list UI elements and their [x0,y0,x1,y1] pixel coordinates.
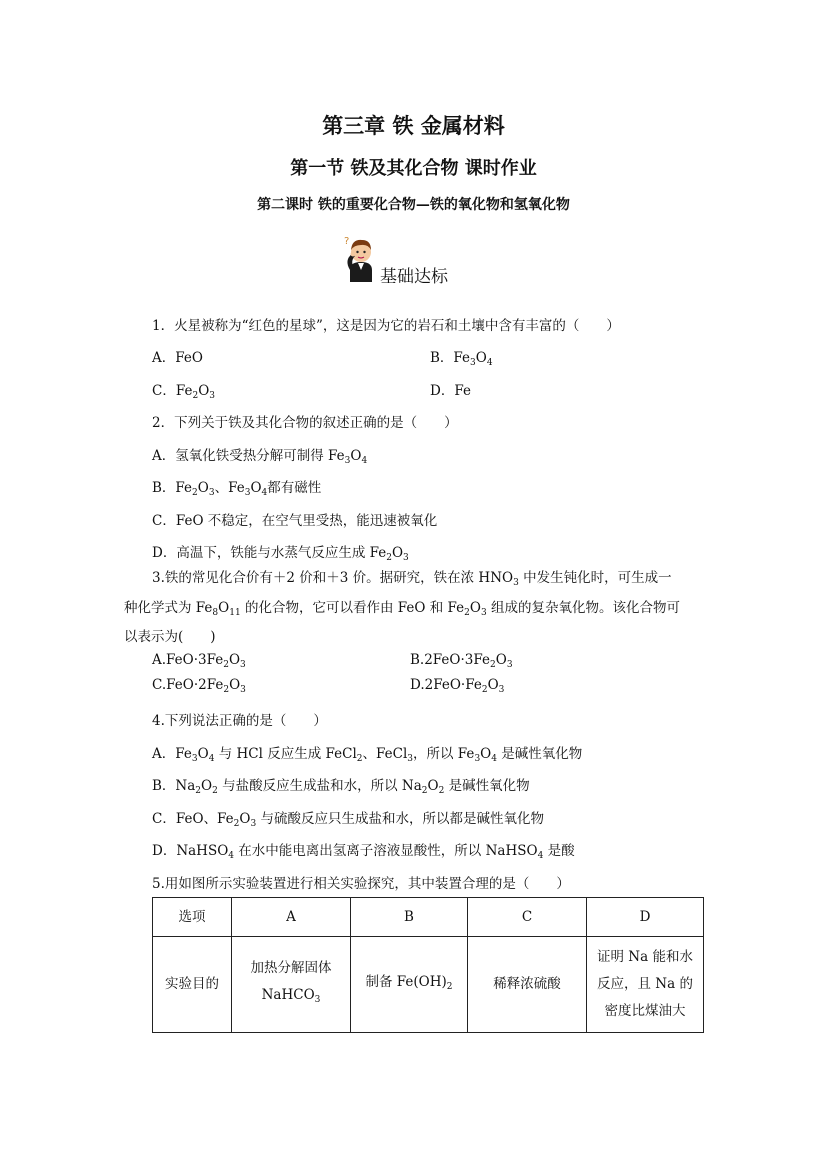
q1-stem: 1．火星被称为“红色的星球”，这是因为它的岩石和土壤中含有丰富的（ ） [152,318,620,334]
q2-option-b: B．$Fe_2O_3$、$Fe_3O_4$都有磁性 [152,480,322,498]
table-row-label: 实验目的 [153,937,232,1033]
q1-option-d: D．Fe [430,383,471,399]
q4-option-d: D．NaHSO$_4$ 在水中能电离出氢离子溶液显酸性，所以 NaHSO$_4$ 是酸 [152,843,575,861]
table-header-cell: C [468,898,587,937]
q1-option-b: B．$Fe_3O_4$ [430,350,493,368]
section-badge-label: 基础达标 [380,267,448,287]
table-header-cell: 选项 [153,898,232,937]
table-header-cell: D [587,898,704,937]
q3-option-d: $D.2FeO\cdot Fe_2O_3$ [410,677,505,695]
table-cell-c: 稀释浓硫酸 [468,937,587,1033]
q3-option-a: $A.FeO\cdot 3Fe_2O_3$ [152,652,246,670]
q1-option-c: C．$Fe_2O_3$ [152,383,215,401]
q4-option-a: A．$Fe_3O_4$ 与 HCl 反应生成 FeCl$_2$、FeCl$_3$，所以 $Fe_3O_4$ 是碱性氧化物 [152,746,583,764]
svg-text:?: ? [344,236,350,247]
lesson-title: 第二课时 铁的重要化合物—铁的氧化物和氢氧化物 [257,197,570,213]
table-cell-b: 制备 $Fe(OH)_2$ [351,937,468,1033]
q2-option-c: C．FeO 不稳定，在空气里受热，能迅速被氧化 [152,513,438,529]
table-cell-a: 加热分解固体 NaHCO$_3$ [232,937,351,1033]
table-header-cell: A [232,898,351,937]
q4-option-c: C．FeO、$Fe_2O_3$ 与硫酸反应只生成盐和水，所以都是碱性氧化物 [152,811,544,829]
table-cell-d: 证明 Na 能和水 反应，且 Na 的 密度比煤油大 [587,937,704,1033]
q3-option-c: $C.FeO\cdot 2Fe_2O_3$ [152,677,246,695]
table-header-row [153,898,704,937]
q2-stem: 2．下列关于铁及其化合物的叙述正确的是（ ） [152,415,458,431]
q5-stem: 5.用如图所示实验装置进行相关实验探究，其中装置合理的是（ ） [152,876,570,892]
q4-stem: 4.下列说法正确的是（ ） [152,713,327,729]
table-row [153,937,704,1033]
q1-option-a: A．FeO [152,350,203,366]
q2-option-a: A．氢氧化铁受热分解可制得 $Fe_3O_4$ [152,448,368,466]
q2-option-d: D．高温下，铁能与水蒸气反应生成 $Fe_2O_3$ [152,545,409,563]
table-header-cell: B [351,898,468,937]
thinking-student-icon [342,234,380,286]
section-title: 第一节 铁及其化合物 课时作业 [290,158,537,179]
experiment-table [152,897,704,1033]
q3-stem-line-1: 3.铁的常见化合价有＋2 价和＋3 价。据研究，铁在浓 $HNO_3$ 中发生钝化时，可生成一 [152,570,672,588]
q3-stem-line-2: 种化学式为 $Fe_8O_{11}$ 的化合物，它可以看作由 FeO 和 $Fe_2O_3$ 组成的复杂氧化物。该化合物可 [124,600,680,618]
q3-option-b: $B.2FeO\cdot 3Fe_2O_3$ [410,652,513,670]
chapter-title: 第三章 铁 金属材料 [322,113,505,138]
q4-option-b: B．$Na_2O_2$ 与盐酸反应生成盐和水，所以 $Na_2O_2$ 是碱性氧化物 [152,778,530,796]
q3-stem-line-3: 以表示为( ) [124,629,216,645]
